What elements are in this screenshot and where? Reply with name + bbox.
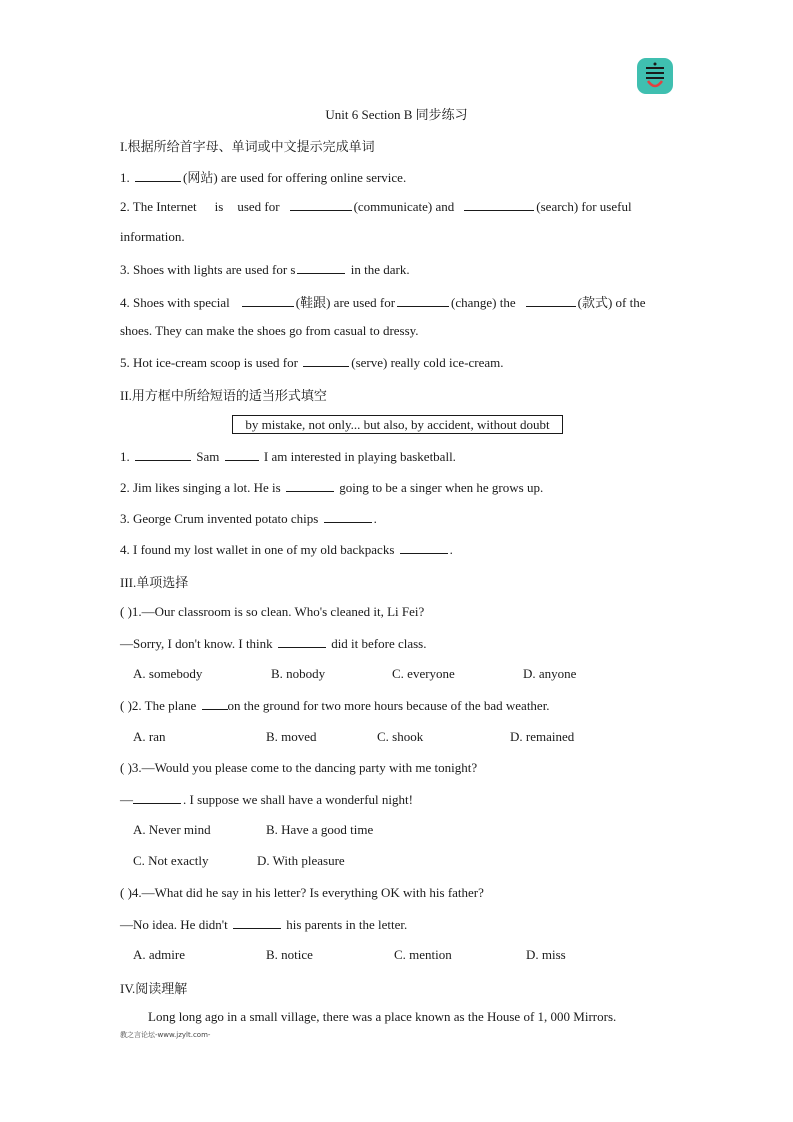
answer-blank[interactable] <box>135 169 181 182</box>
option-b[interactable]: B. Have a good time <box>266 822 374 837</box>
question-2-1: 1. Sam I am interested in playing basketball. <box>120 449 456 464</box>
answer-blank[interactable] <box>464 198 534 211</box>
answer-blank[interactable] <box>526 294 576 307</box>
question-1-3: 3. Shoes with lights are used for s in the dark. <box>120 262 410 277</box>
option-d[interactable]: D. With pleasure <box>257 853 345 868</box>
question-3-1-stem: ( )1.—Our classroom is so clean. Who's cleaned it, Li Fei? <box>120 604 425 619</box>
option-b[interactable]: B. notice <box>266 947 313 962</box>
section-heading-4: IV.阅读理解 <box>120 981 188 996</box>
option-d[interactable]: D. anyone <box>523 666 577 681</box>
answer-blank[interactable] <box>400 541 448 554</box>
answer-blank[interactable] <box>242 294 294 307</box>
question-1-4-continued: shoes. They can make the shoes go from casual to dressy. <box>120 323 419 338</box>
phrase-box: by mistake, not only... but also, by accident, without doubt <box>232 415 563 434</box>
question-2-3: 3. George Crum invented potato chips . <box>120 511 377 526</box>
option-d[interactable]: D. remained <box>510 729 575 744</box>
option-a[interactable]: A. admire <box>133 947 185 962</box>
answer-blank[interactable] <box>135 448 191 461</box>
section-heading-2: II.用方框中所给短语的适当形式填空 <box>120 388 327 403</box>
question-3-3-stem: ( )3.—Would you please come to the dancing party with me tonight? <box>120 760 478 775</box>
answer-blank[interactable] <box>202 697 228 710</box>
question-2-2: 2. Jim likes singing a lot. He is going to be a singer when he grows up. <box>120 480 544 495</box>
question-2-4: 4. I found my lost wallet in one of my old backpacks . <box>120 542 453 557</box>
page-title: Unit 6 Section B 同步练习 <box>325 107 468 122</box>
option-a[interactable]: A. ran <box>133 729 166 744</box>
question-1-2-continued: information. <box>120 229 185 244</box>
footer-watermark: 教之言论坛-www.jzylt.com- <box>120 1031 211 1039</box>
section-heading-3: III.单项选择 <box>120 575 189 590</box>
question-1-1: 1. (网站) are used for offering online service. <box>120 170 407 185</box>
reading-paragraph: Long long ago in a small village, there was a place known as the House of 1, 000 Mirrors. <box>148 1009 617 1024</box>
answer-blank[interactable] <box>290 198 352 211</box>
answer-blank[interactable] <box>278 635 326 648</box>
question-1-4: 4. Shoes with special (鞋跟) are used for (change) the (款式) of the <box>120 295 646 310</box>
answer-blank[interactable] <box>233 916 281 929</box>
answer-blank[interactable] <box>397 294 449 307</box>
answer-blank[interactable] <box>225 448 259 461</box>
question-3-4-reply: —No idea. He didn't his parents in the letter. <box>120 917 408 932</box>
option-c[interactable]: C. everyone <box>392 666 455 681</box>
book-logo-icon <box>637 58 673 94</box>
question-1-5: 5. Hot ice-cream scoop is used for (serve) really cold ice-cream. <box>120 355 504 370</box>
question-3-4-stem: ( )4.—What did he say in his letter? Is everything OK with his father? <box>120 885 484 900</box>
option-c[interactable]: C. mention <box>394 947 452 962</box>
answer-blank[interactable] <box>303 354 349 367</box>
question-1-2: 2. The Internet is used for (communicate) and (search) for useful <box>120 199 632 214</box>
option-b[interactable]: B. nobody <box>271 666 326 681</box>
answer-blank[interactable] <box>324 510 372 523</box>
option-a[interactable]: A. somebody <box>133 666 203 681</box>
answer-blank[interactable] <box>297 261 345 274</box>
answer-blank[interactable] <box>286 479 334 492</box>
option-c[interactable]: C. Not exactly <box>133 853 209 868</box>
option-d[interactable]: D. miss <box>526 947 566 962</box>
section-heading-1: I.根据所给首字母、单词或中文提示完成单词 <box>120 139 375 154</box>
question-3-3-reply: — . I suppose we shall have a wonderful night! <box>120 792 413 807</box>
option-a[interactable]: A. Never mind <box>133 822 211 837</box>
option-c[interactable]: C. shook <box>377 729 424 744</box>
question-3-1-reply: —Sorry, I don't know. I think did it before class. <box>120 636 427 651</box>
option-b[interactable]: B. moved <box>266 729 317 744</box>
answer-blank[interactable] <box>133 791 181 804</box>
question-3-2-stem: ( )2. The plane on the ground for two more hours because of the bad weather. <box>120 698 550 713</box>
